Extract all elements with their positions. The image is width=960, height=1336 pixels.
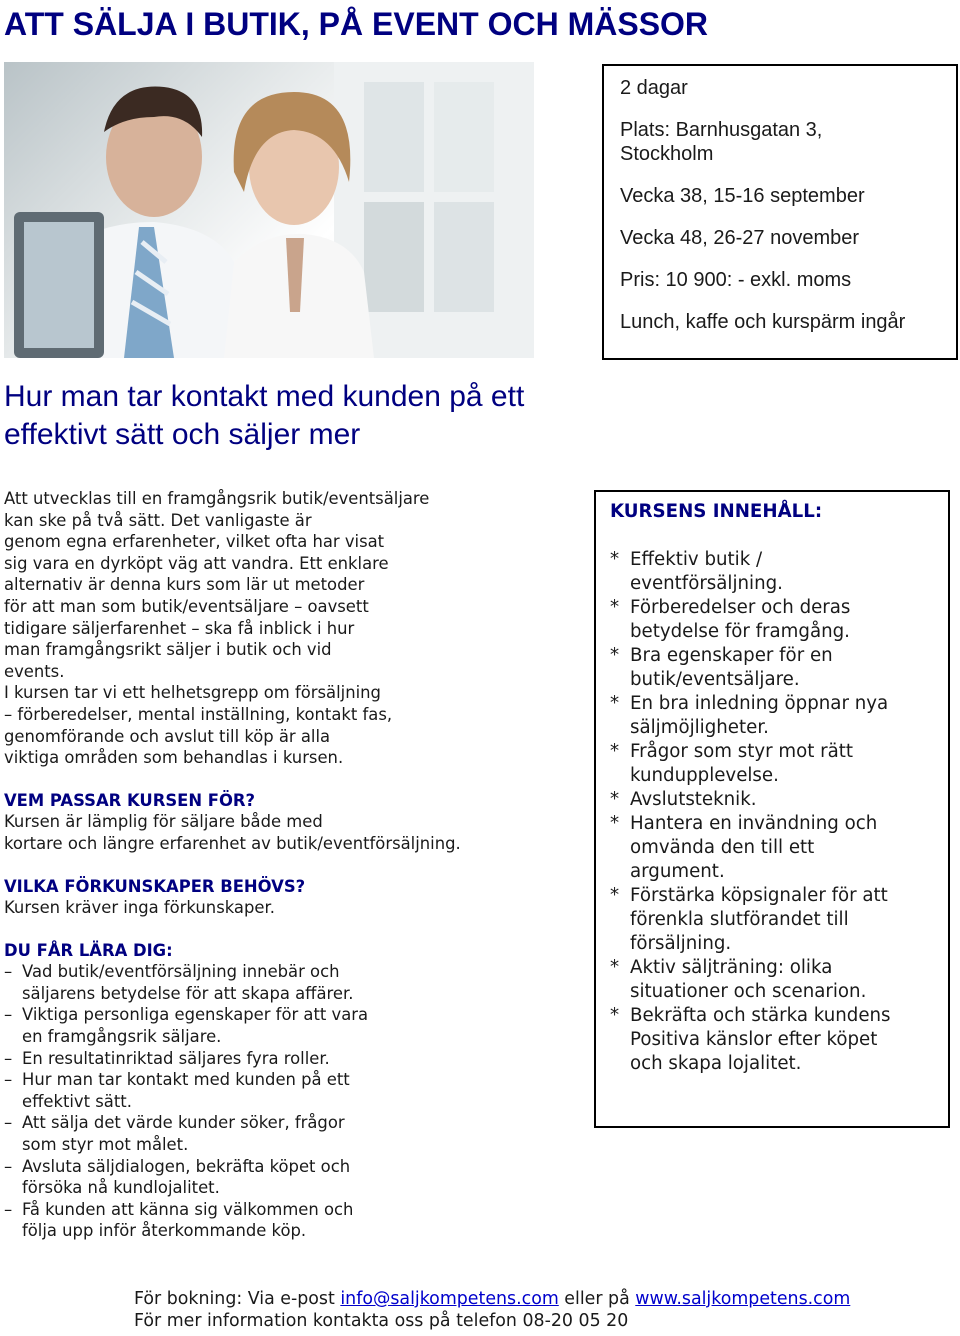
list-item: – En resultatinriktad säljares fyra roller. [4, 1048, 584, 1070]
page-title: ATT SÄLJA I BUTIK, PÅ EVENT OCH MÄSSOR [4, 6, 709, 42]
booking-prefix: För bokning: Via e-post [134, 1289, 341, 1309]
learn-list [4, 961, 584, 1242]
course-content-box [594, 490, 950, 1128]
intro-paragraph-2: I kursen tar vi ett helhetsgrepp om försäljning – förberedelser, mental inställning, kontakt fas, genomförande och avslut till köp är alla viktiga områden som behandlas i kursen. [4, 683, 393, 768]
list-item: – Avsluta säljdialogen, bekräfta köpet och försöka nå kundlojalitet. [4, 1156, 584, 1199]
date-week-38: Vecka 38, 15-16 september [620, 185, 865, 207]
main-column [4, 488, 584, 1242]
price: Pris: 10 900: - exkl. moms [620, 269, 852, 291]
list-item: * Frågor som styr mot rätt kundupplevelse. [610, 740, 938, 788]
list-item: * Förstärka köpsignaler för att förenkla slutförandet till försäljning. [610, 884, 938, 956]
who-heading: VEM PASSAR KURSEN FÖR? [4, 790, 256, 810]
list-item: * Bra egenskaper för en butik/eventsäljare. [610, 644, 938, 692]
location: Plats: Barnhusgatan 3, Stockholm [620, 119, 823, 165]
duration: 2 dagar [620, 77, 688, 99]
who-text: Kursen är lämplig för säljare både med kortare och längre erfarenhet av butik/eventförsäljning. [4, 812, 461, 853]
email-link[interactable]: info@saljkompetens.com [340, 1289, 559, 1309]
subtitle: Hur man tar kontakt med kunden på ett effektivt sätt och säljer mer [4, 380, 525, 451]
list-item: – Hur man tar kontakt med kunden på ett effektivt sätt. [4, 1069, 584, 1112]
list-item: – Vad butik/eventförsäljning innebär och säljarens betydelse för att skapa affärer. [4, 961, 584, 1004]
date-week-48: Vecka 48, 26-27 november [620, 227, 860, 249]
list-item: * Effektiv butik / eventförsäljning. [610, 548, 938, 596]
list-item: * Hantera en invändning och omvända den till ett argument. [610, 812, 938, 884]
list-item: * En bra inledning öppnar nya säljmöjligheter. [610, 692, 938, 740]
list-item: – Få kunden att känna sig välkommen och följa upp inför återkommande köp. [4, 1199, 584, 1242]
list-item: * Aktiv säljträning: olika situationer och scenarion. [610, 956, 938, 1004]
included: Lunch, kaffe och kurspärm ingår [620, 311, 906, 333]
website-link[interactable]: www.saljkompetens.com [635, 1289, 851, 1309]
course-info-box [602, 64, 958, 360]
list-item: – Att sälja det värde kunder söker, frågor som styr mot målet. [4, 1112, 584, 1155]
list-item: – Viktiga personliga egenskaper för att vara en framgångsrik säljare. [4, 1004, 584, 1047]
hero-photo-illustration [4, 62, 534, 358]
list-item: * Avslutsteknik. [610, 788, 938, 812]
intro-paragraph-1: Att utvecklas till en framgångsrik butik/eventsäljare kan ske på två sätt. Det vanligaste är genom egna erfarenheter, vilket ofta har visat sig vara en dyrköpt väg att vandra. Ett enklare alternativ är denna kurs som lär ut metoder för att man som butik/eventsäljare – oavsett tidigare säljerfarenhet – ska få inblick i hur man framgångsrikt säljer i butik och vid events. [4, 489, 430, 681]
booking-line [134, 1288, 934, 1310]
list-item: * Förberedelser och deras betydelse för framgång. [610, 596, 938, 644]
content-list [610, 548, 938, 1076]
list-item: * Bekräfta och stärka kundens Positiva känslor efter köpet och skapa lojalitet. [610, 1004, 938, 1076]
content-heading: KURSENS INNEHÅLL: [610, 501, 823, 522]
info-line: För mer information kontakta oss på telefon 08-20 05 20 [134, 1311, 629, 1331]
footer [134, 1288, 934, 1332]
prereq-heading: VILKA FÖRKUNSKAPER BEHÖVS? [4, 876, 306, 896]
prereq-text: Kursen kräver inga förkunskaper. [4, 898, 275, 918]
hero-photo [4, 62, 534, 358]
booking-mid: eller på [558, 1289, 636, 1309]
learn-heading: DU FÅR LÄRA DIG: [4, 940, 173, 960]
